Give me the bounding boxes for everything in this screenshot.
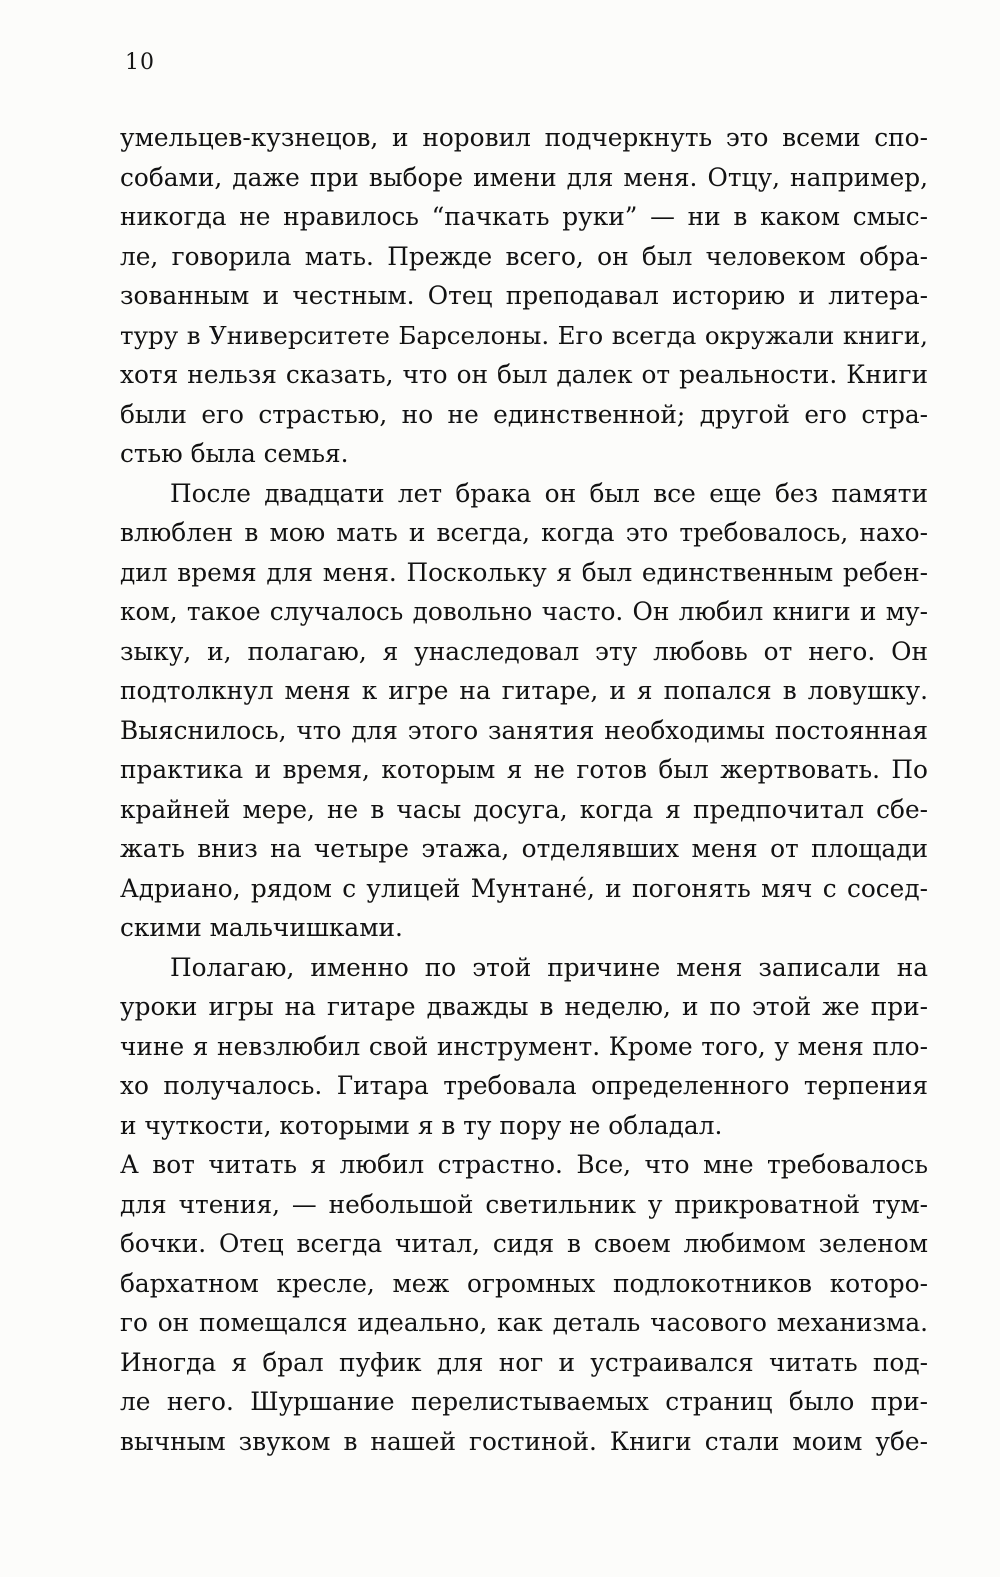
text-line: для чтения, — небольшой светильник у прикроватной тум- (120, 1189, 928, 1219)
text-line: крайней мере, не в часы досуга, когда я предпочитал сбе- (120, 794, 928, 824)
text-line: Иногда я брал пуфик для ног и устраивался читать под- (120, 1347, 928, 1377)
text-line: А вот читать я любил страстно. Все, что мне требовалось (120, 1150, 928, 1179)
text-line: вычным звуком в нашей гостиной. Книги стали моим убе- (120, 1426, 928, 1456)
paragraph-3 (120, 948, 928, 1146)
text-line: подтолкнул меня к игре на гитаре, и я попался в ловушку. (120, 676, 928, 705)
text-line: были его страстью, но не единственной; другой его стра- (120, 399, 928, 429)
text-line: умельцев-кузнецов, и норовил подчеркнуть это всеми спо- (120, 123, 928, 152)
text-line: и чуткости, которыми я в ту пору не обладал. (120, 1110, 723, 1140)
text-line: стью была семья. (120, 439, 349, 468)
text-line: никогда не нравилось “пачкать руки” — ни в каком смыс- (120, 202, 928, 231)
paragraph-4 (120, 1145, 928, 1461)
text-line: бочки. Отец всегда читал, сидя в своем любимом зеленом (120, 1229, 928, 1258)
paragraph-1 (120, 118, 928, 474)
text-line: ком, такое случалось довольно часто. Он любил книги и му- (120, 597, 928, 626)
text-line: хотя нельзя сказать, что он был далек от реальности. Книги (120, 360, 928, 389)
text-line: дил время для меня. Поскольку я был единственным ребен- (120, 557, 928, 587)
text-line: Адриано, рядом с улицей Мунтане́, и погонять мяч с сосед- (120, 873, 928, 903)
text-line: зыку, и, полагаю, я унаследовал эту любовь от него. Он (120, 636, 928, 666)
text-line: бархатном кресле, меж огромных подлокотников которо- (120, 1268, 928, 1298)
text-line: собами, даже при выборе имени для меня. Отцу, например, (120, 162, 928, 192)
text-line: хо получалось. Гитара требовала определенного терпения (120, 1071, 928, 1100)
text-line: скими мальчишками. (120, 913, 403, 942)
paragraph-2 (120, 474, 928, 948)
text-line: Выяснилось, что для этого занятия необходимы постоянная (120, 715, 928, 745)
text-line: зованным и честным. Отец преподавал историю и литера- (120, 281, 928, 310)
body-text (120, 118, 928, 1461)
text-line: После двадцати лет брака он был все еще без памяти (170, 478, 928, 508)
text-line: Полагаю, именно по этой причине меня записали на (170, 952, 928, 982)
text-line: практика и время, которым я не готов был жертвовать. По (120, 755, 928, 784)
text-line: ле, говорила мать. Прежде всего, он был человеком обра- (120, 241, 928, 271)
page-number: 10 (125, 50, 155, 75)
text-line: уроки игры на гитаре дважды в неделю, и по этой же при- (120, 992, 928, 1021)
text-line: жать вниз на четыре этажа, отделявших меня от площади (120, 834, 928, 863)
text-line: чине я невзлюбил свой инструмент. Кроме того, у меня пло- (120, 1031, 928, 1061)
text-line: го он помещался идеально, как деталь часового механизма. (120, 1308, 928, 1337)
text-line: ле него. Шуршание перелистываемых страниц было при- (120, 1387, 928, 1416)
text-line: влюблен в мою мать и всегда, когда это требовалось, нахо- (120, 518, 928, 547)
text-line: туру в Университете Барселоны. Его всегда окружали книги, (120, 320, 928, 350)
